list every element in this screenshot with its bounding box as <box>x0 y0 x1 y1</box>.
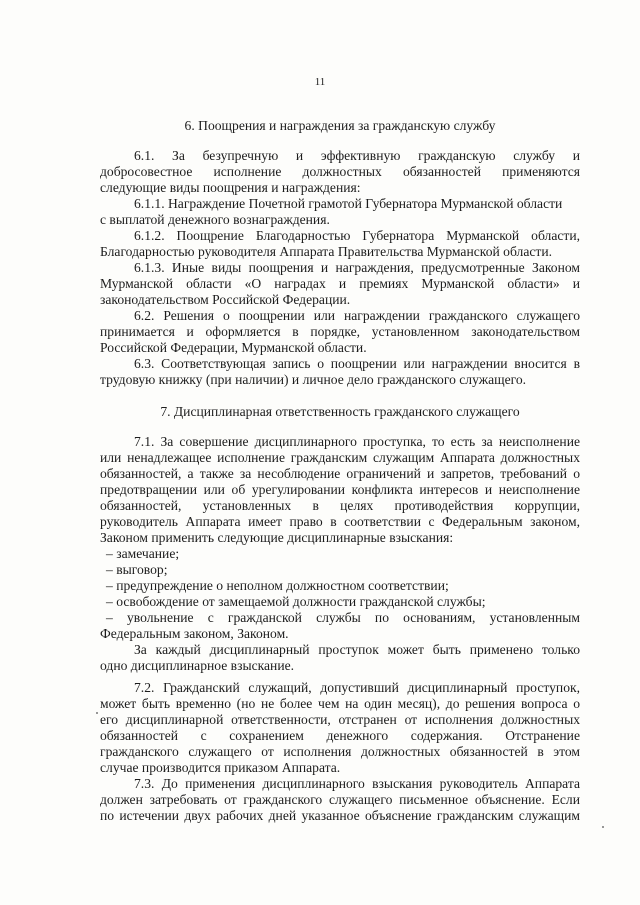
list-item: – предупреждение о неполном должностном соответствии; <box>100 578 580 594</box>
text-line: случае производится приказом Аппарата. <box>100 760 341 775</box>
text-line: 7.1. За совершение дисциплинарного проступка, то есть за неисполнение <box>134 434 580 449</box>
text-line: одно дисциплинарное взыскание. <box>100 658 295 673</box>
text-line: 6.1.2. Поощрение Благодарностью Губернатора Мурманской области, <box>134 228 580 243</box>
text-line: принимается и оформляется в порядке, установленном законодательством <box>100 324 580 339</box>
text-line: Благодарностью руководителя Аппарата Правительства Мурманской области. <box>100 244 552 259</box>
text-line: по истечении двух рабочих дней указанное объяснение гражданским служащим <box>100 808 580 823</box>
text-line: предотвращении или об урегулировании конфликта интересов и неисполнение <box>100 482 580 497</box>
section-6-title: 6. Поощрения и награждения за гражданскую службу <box>184 118 496 133</box>
text-line: его дисциплинарной ответственности, отстранен от исполнения должностных <box>100 712 580 727</box>
text-line: должен затребовать от гражданского служащего письменное объяснение. Если <box>100 792 580 807</box>
text-line: обязанностей с сохранением денежного содержания. Отстранение <box>100 728 580 743</box>
text-line: Российской Федерации, Мурманской области. <box>100 340 367 355</box>
page-number: 11 <box>314 76 326 88</box>
text-line: 6.2. Решения о поощрении или награждении гражданского служащего <box>134 308 580 323</box>
scan-speck <box>96 712 98 714</box>
text-line: следующие виды поощрения и награждения: <box>100 180 361 195</box>
text-line: гражданского служащего от исполнения должностных обязанностей в этом <box>100 744 580 759</box>
list-item: – замечание; <box>100 546 580 562</box>
text-line: обязанностей, а также за несоблюдение ограничений и запретов, требований о <box>100 466 580 481</box>
text-line: Законом применить следующие дисциплинарные взыскания: <box>100 530 454 545</box>
text-line: 7.3. До применения дисциплинарного взыскания руководитель Аппарата <box>134 776 580 791</box>
text-line: или ненадлежащее исполнение гражданским служащим Аппарата должностных <box>100 450 580 465</box>
text-line: руководитель Аппарата имеет право в соответствии с Федеральным законом, <box>100 514 580 529</box>
text-line: Мурманской области «О наградах и премиях Мурманской области» и <box>100 276 580 291</box>
text-line: 6.1. За безупречную и эффективную гражданскую службу и <box>134 148 580 163</box>
text-line: 6.1.1. Награждение Почетной грамотой Губернатора Мурманской области <box>134 196 563 211</box>
text-line: трудовую книжку (при наличии) и личное дело гражданского служащего. <box>100 372 527 387</box>
text-line: 7.2. Гражданский служащий, допустивший дисциплинарный проступок, <box>134 680 580 695</box>
list-item: – освобождение от замещаемой должности гражданской службы; <box>100 594 580 610</box>
text-line: может быть временно (но не более чем на один месяц), до решения вопроса о <box>100 696 580 711</box>
text-line: Федеральным законом, Законом. <box>100 626 289 641</box>
text-line: обязанностей, установленных в целях противодействия коррупции, <box>100 498 580 513</box>
text-line: с выплатой денежного вознаграждения. <box>100 212 330 227</box>
text-line: законодательством Российской Федерации. <box>100 292 351 307</box>
text-line: 6.3. Соответствующая запись о поощрении или награждении вносится в <box>134 356 580 371</box>
list-item: – выговор; <box>100 562 580 578</box>
text-line: 6.1.3. Иные виды поощрения и награждения, предусмотренные Законом <box>134 260 580 275</box>
scan-speck <box>602 826 604 828</box>
section-7-title: 7. Дисциплинарная ответственность гражданского служащего <box>160 404 520 419</box>
list-item: – увольнение с гражданской службы по основаниям, установленным <box>100 610 580 626</box>
text-line: За каждый дисциплинарный проступок может быть применено только <box>134 642 580 657</box>
text-line: добросовестное исполнение должностных обязанностей применяются <box>100 164 580 179</box>
